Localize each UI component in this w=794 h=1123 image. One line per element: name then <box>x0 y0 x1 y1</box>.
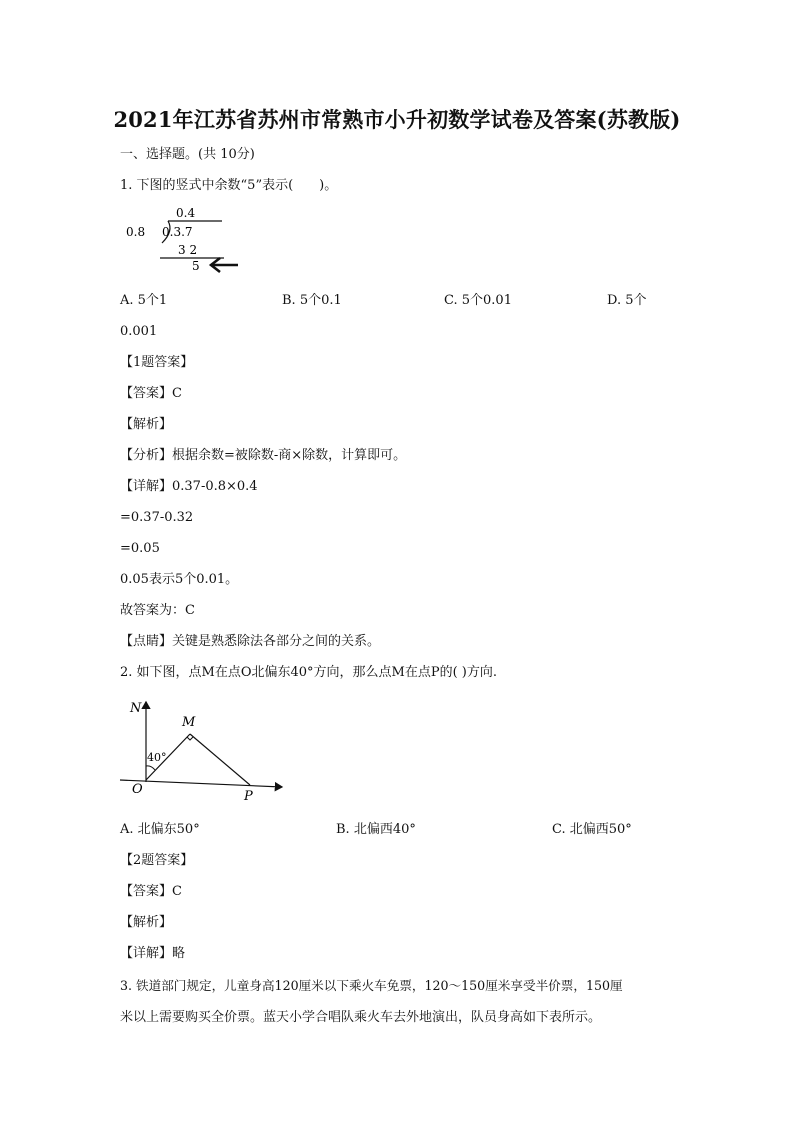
q1-option-a: A. 5个1 <box>120 293 168 308</box>
q1-analysis-header: 【解析】 <box>120 417 173 432</box>
q2-option-b: B. 北偏西40° <box>336 822 416 837</box>
section-heading: 一、选择题。(共 10分) <box>120 147 255 162</box>
q2-answer: 【答案】C <box>120 884 182 899</box>
label-p: P <box>244 789 253 804</box>
division-divisor: 0.8 <box>126 225 146 239</box>
q2-answer-header: 【2题答案】 <box>120 853 194 868</box>
long-division-figure <box>118 203 248 277</box>
label-n: N <box>130 701 142 716</box>
division-dividend: 0.3.7 <box>162 225 193 239</box>
q1-option-b: B. 5个0.1 <box>282 293 342 308</box>
direction-figure <box>118 694 290 804</box>
q1-conclusion: 故答案为：C <box>120 603 195 618</box>
angle-label: 40° <box>147 751 167 764</box>
q1-detail: 【详解】0.37-0.8×0.4 <box>120 479 258 494</box>
q1-step-2: =0.05 <box>120 541 160 556</box>
q2-option-c: C. 北偏西50° <box>552 822 632 837</box>
division-product: 3 2 <box>178 243 198 257</box>
q1-answer: 【答案】C <box>120 386 182 401</box>
question-3-line-2: 米以上需要购买全价票。蓝天小学合唱队乘火车去外地演出，队员身高如下表所示。 <box>120 1010 602 1025</box>
q1-option-c: C. 5个0.01 <box>444 293 512 308</box>
q1-answer-header: 【1题答案】 <box>120 355 194 370</box>
q2-analysis-header: 【解析】 <box>120 915 173 930</box>
question-3-line-1: 3. 铁道部门规定，儿童身高120厘米以下乘火车免票，120～150厘米享受半价票，150厘 <box>120 978 623 993</box>
q1-step-3: 0.05表示5个0.01。 <box>120 572 239 587</box>
right-angle-mark <box>187 737 193 740</box>
division-quotient: 0.4 <box>176 206 196 220</box>
angle-arc <box>146 766 155 770</box>
q1-option-d: D. 5个 <box>607 293 647 308</box>
q1-analysis: 【分析】根据余数=被除数-商×除数，计算即可。 <box>120 448 407 463</box>
q2-option-a: A. 北偏东50° <box>120 822 200 837</box>
q1-comment: 【点睛】关键是熟悉除法各部分之间的关系。 <box>120 634 381 649</box>
q2-detail: 【详解】略 <box>120 946 186 961</box>
label-m: M <box>182 715 196 730</box>
q1-step-1: =0.37-0.32 <box>120 510 194 525</box>
division-remainder: 5 <box>192 259 200 273</box>
question-1-stem: 1. 下图的竖式中余数“5”表示( )。 <box>120 178 338 193</box>
q1-option-d-continued: 0.001 <box>120 324 158 339</box>
page-title: 2021年江苏省苏州市常熟市小升初数学试卷及答案(苏教版) <box>113 107 681 132</box>
question-2-stem: 2. 如下图，点M在点O北偏东40°方向，那么点M在点P的( )方向. <box>120 665 498 680</box>
label-o: O <box>132 782 143 797</box>
east-axis <box>120 780 282 787</box>
segment-mp <box>190 734 250 785</box>
arrow-left-icon <box>211 258 238 272</box>
